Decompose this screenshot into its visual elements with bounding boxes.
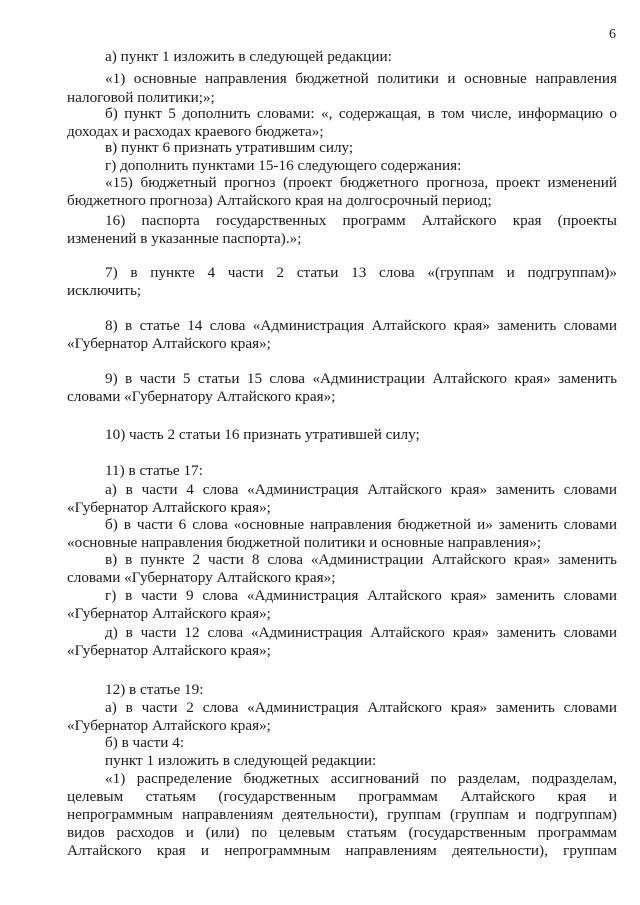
text-line: «1) распределение бюджетных ассигнований по разделам, подразделам, <box>105 770 617 787</box>
text-line: 7) в пункте 4 части 2 статьи 13 слова «(группам и подгруппам)» <box>105 264 617 281</box>
text-line: г) в части 9 слова «Администрация Алтайского края» заменить словами <box>105 587 617 604</box>
text-line: словами «Губернатору Алтайского края»; <box>67 569 336 586</box>
text-line: «Губернатор Алтайского края»; <box>67 642 271 659</box>
text-line: «1) основные направления бюджетной политики и основные направления <box>105 70 617 87</box>
text-line: «15) бюджетный прогноз (проект бюджетного прогноза, проект изменений <box>105 174 617 191</box>
text-line: «Губернатор Алтайского края»; <box>67 605 271 622</box>
text-line: б) пункт 5 дополнить словами: «, содержащая, в том числе, информацию о <box>105 105 617 122</box>
text-line: Алтайского края и непрограммным направлениям деятельности), группам <box>67 842 617 859</box>
text-line: в) пункт 6 признать утратившим силу; <box>105 139 354 156</box>
text-line: 12) в статье 19: <box>105 681 204 698</box>
text-line: 8) в статье 14 слова «Администрация Алтайского края» заменить словами <box>105 317 617 334</box>
text-line: словами «Губернатору Алтайского края»; <box>67 388 336 405</box>
page-number: 6 <box>609 27 616 42</box>
text-line: «основные направления бюджетной политики и основные направления»; <box>67 534 542 551</box>
text-line: а) пункт 1 изложить в следующей редакции: <box>105 48 392 65</box>
text-line: д) в части 12 слова «Администрация Алтайского края» заменить словами <box>105 624 617 641</box>
text-line: г) дополнить пунктами 15-16 следующего содержания: <box>105 157 462 174</box>
text-line: непрограммным направлениям деятельности), группам (группам и подгруппам) <box>67 806 617 823</box>
text-line: пункт 1 изложить в следующей редакции: <box>105 752 377 769</box>
text-line: «Губернатор Алтайского края»; <box>67 717 271 734</box>
text-line: 16) паспорта государственных программ Алтайского края (проекты <box>105 212 617 229</box>
text-line: б) в части 4: <box>105 734 185 751</box>
text-line: 9) в части 5 статьи 15 слова «Администрации Алтайского края» заменить <box>105 370 617 387</box>
text-line: видов расходов и (или) по целевым статьям (государственным программам <box>67 824 617 841</box>
text-line: а) в части 2 слова «Администрация Алтайского края» заменить словами <box>105 699 617 716</box>
text-line: «Губернатор Алтайского края»; <box>67 335 271 352</box>
text-line: бюджетного прогноза) Алтайского края на долгосрочный период; <box>67 192 492 209</box>
text-line: изменений в указанные паспорта).»; <box>67 230 302 247</box>
text-line: доходах и расходах краевого бюджета»; <box>67 123 324 140</box>
text-line: в) в пункте 2 части 8 слова «Администрации Алтайского края» заменить <box>105 551 617 568</box>
text-line: б) в части 6 слова «основные направления бюджетной и» заменить словами <box>105 516 617 533</box>
text-line: налоговой политики;»; <box>67 89 215 106</box>
text-line: 10) часть 2 статьи 16 признать утратившей силу; <box>105 426 420 443</box>
text-line: а) в части 4 слова «Администрация Алтайского края» заменить словами <box>105 481 617 498</box>
text-line: «Губернатор Алтайского края»; <box>67 499 271 516</box>
text-line: целевым статьям (государственным программам Алтайского края и <box>67 788 617 805</box>
text-line: исключить; <box>67 282 142 299</box>
text-line: 11) в статье 17: <box>105 462 203 479</box>
